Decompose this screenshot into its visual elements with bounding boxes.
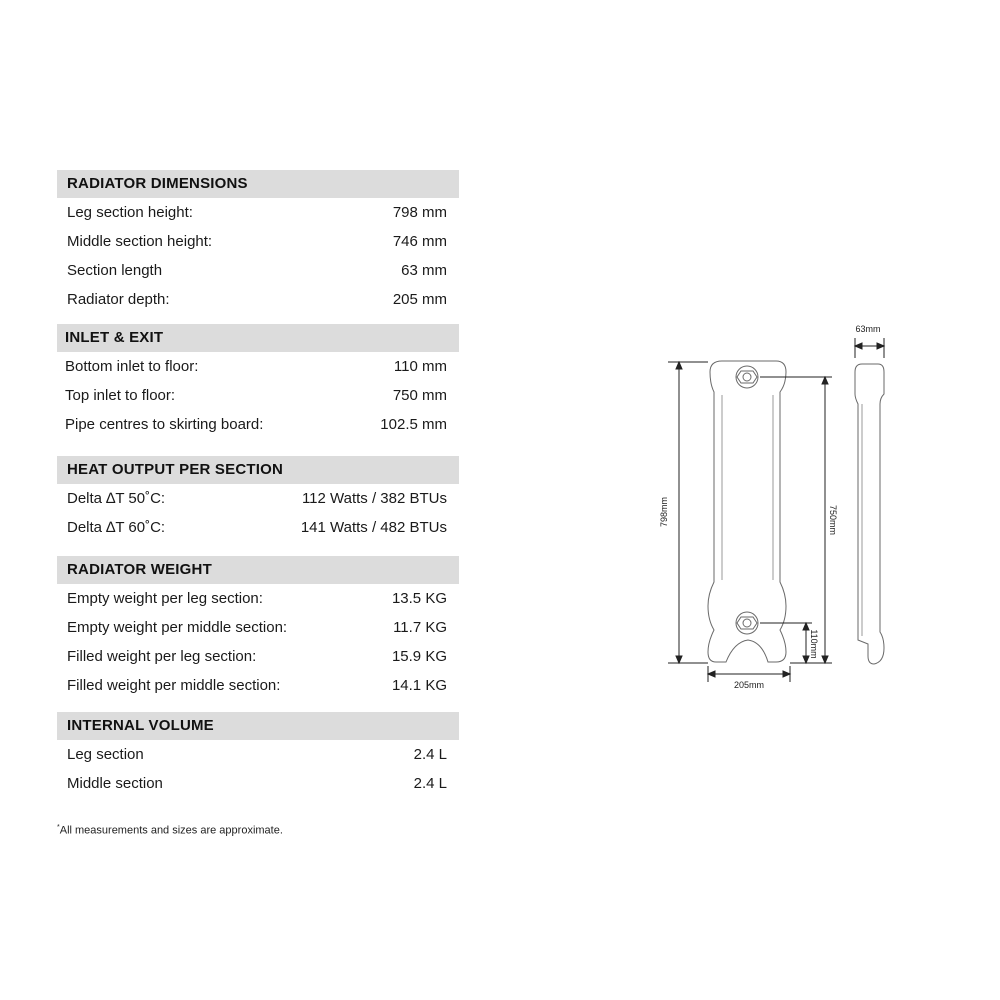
dimension-label-length: 63mm — [855, 324, 881, 334]
spec-label: Delta ∆T 60˚C: — [67, 519, 166, 536]
spec-value: 746 mm — [392, 233, 447, 250]
spec-value: 102.5 mm — [380, 416, 447, 433]
dimension-label-top-inlet: 750mm — [828, 504, 838, 536]
section-header: RADIATOR DIMENSIONS — [57, 170, 459, 198]
spec-label: Radiator depth: — [67, 291, 170, 308]
spec-label: Filled weight per leg section: — [67, 648, 257, 665]
spec-value: 14.1 KG — [391, 677, 447, 694]
footnote-text: All measurements and sizes are approximate. — [59, 824, 283, 837]
spec-value: 2.4 L — [413, 775, 447, 792]
spec-value: 141 Watts / 482 BTUs — [300, 519, 447, 536]
dimension-label-depth: 205mm — [733, 680, 765, 690]
spec-label: Leg section — [67, 746, 144, 763]
spec-label: Pipe centres to skirting board: — [65, 416, 264, 433]
spec-value: 13.5 KG — [391, 590, 447, 607]
radiator-side-outline — [855, 364, 884, 664]
spec-label: Leg section height: — [67, 204, 193, 221]
spec-value: 110 mm — [393, 358, 447, 375]
spec-value: 112 Watts / 382 BTUs — [301, 490, 447, 507]
spec-value: 63 mm — [401, 262, 447, 279]
section-header: INTERNAL VOLUME — [57, 712, 459, 740]
spec-value: 15.9 KG — [391, 648, 447, 665]
spec-value: 750 mm — [392, 387, 447, 404]
spec-label: Empty weight per middle section: — [67, 619, 288, 636]
spec-label: Middle section — [67, 775, 163, 792]
footnote-marker: * — [57, 824, 60, 831]
section-header: INLET & EXIT — [57, 324, 459, 352]
spec-value: 11.7 KG — [393, 619, 447, 636]
spec-label: Top inlet to floor: — [65, 387, 176, 404]
top-inlet-icon — [736, 366, 758, 388]
spec-label: Middle section height: — [67, 233, 213, 250]
spec-label: Section length — [67, 262, 163, 279]
bottom-inlet-icon — [736, 612, 758, 634]
section-header: RADIATOR WEIGHT — [57, 556, 459, 584]
spec-value: 798 mm — [392, 204, 447, 221]
spec-label: Delta ∆T 50˚C: — [67, 490, 166, 507]
dimension-label-bottom-inlet: 110mm — [809, 629, 819, 659]
section-header: HEAT OUTPUT PER SECTION — [57, 456, 459, 484]
spec-label: Filled weight per middle section: — [67, 677, 281, 694]
spec-label: Bottom inlet to floor: — [65, 358, 199, 375]
spec-value: 205 mm — [392, 291, 447, 308]
spec-value: 2.4 L — [413, 746, 447, 763]
dimension-label-height: 798mm — [659, 496, 669, 528]
spec-label: Empty weight per leg section: — [67, 590, 263, 607]
